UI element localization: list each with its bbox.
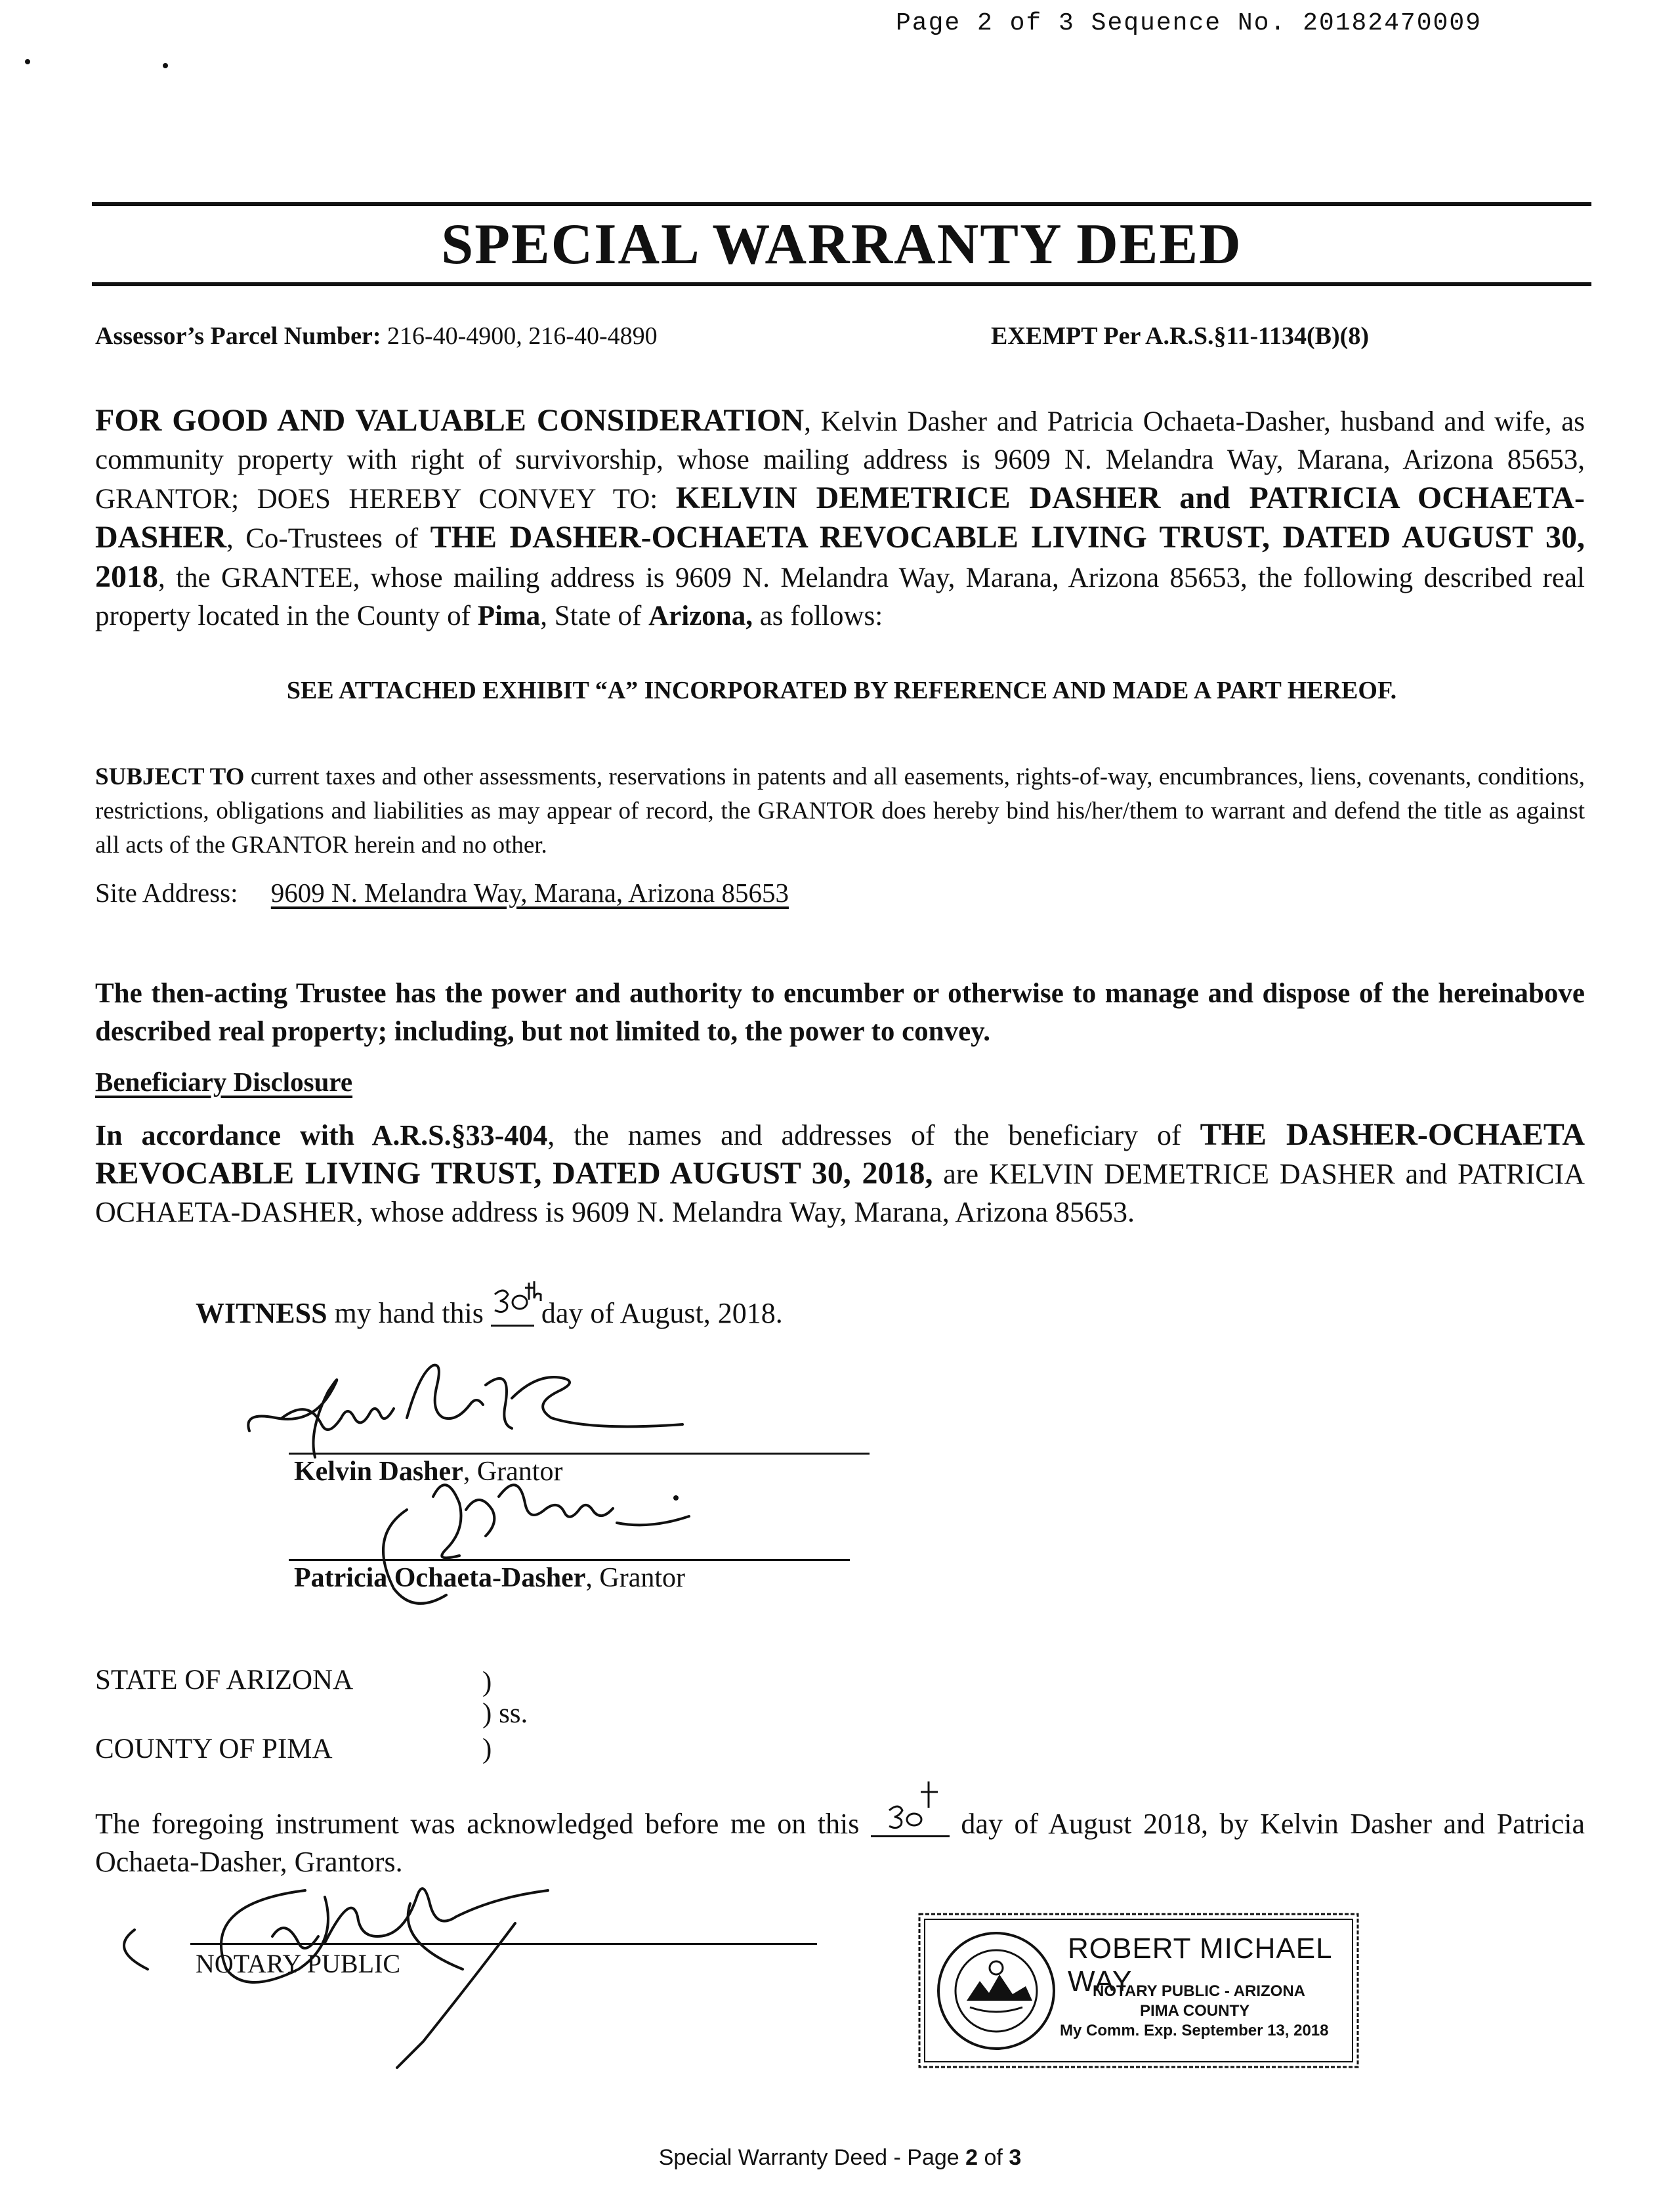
beneficiary-text-2: are KELVIN DEMETRICE DASHER and PATRICIA OCHAETA-DASHER, whose address is 9609 N. Melandra Way, Marana, Arizona 85653. [95, 1158, 1585, 1228]
footer-text-2: of [978, 2145, 1009, 2170]
ack-text-2: day of August 2018, by Kelvin Dasher and Patricia Ochaeta-Dasher, Grantors. [95, 1808, 1585, 1878]
grantor1-role: , Grantor [463, 1457, 563, 1487]
subject-to-text: current taxes and other assessments, reservations in patents and all easements, rights-of-way, encumbrances, liens, covenants, conditions, restrictions, obligations and liabilities as may appear of record, the GRANTOR does hereby bind his/her/them to warrant and defend the title as against all acts of the GRANTOR herein and no other. [95, 763, 1585, 859]
notary-signature-line [190, 1943, 817, 1945]
witness-text-2: day of August, 2018. [534, 1297, 783, 1329]
grantor2-name: Patricia Ochaeta-Dasher [294, 1563, 586, 1593]
grantor2-role: , Grantor [585, 1563, 685, 1593]
footer-text-1: Special Warranty Deed - Page [658, 2145, 966, 2170]
page-sequence-header: Page 2 of 3 Sequence No. 20182470009 [896, 9, 1482, 37]
notary-stamp [915, 1910, 1362, 2071]
venue-paren-2: ) [482, 1734, 492, 1764]
stamp-line-2: PIMA COUNTY [1140, 2002, 1250, 2020]
venue-state: STATE OF ARIZONA [95, 1665, 354, 1695]
scan-speck [163, 63, 168, 68]
handwritten-ack-day-30th [885, 1779, 944, 1838]
ack-text-1: The foregoing instrument was acknowledged before me on this [95, 1808, 871, 1840]
beneficiary-trust-name: THE DASHER-OCHAETA REVOCABLE LIVING TRUST, DATED AUGUST 30, 2018, [95, 1117, 1585, 1191]
venue-ss: ) ss. [482, 1698, 528, 1729]
venue-county: COUNTY OF PIMA [95, 1734, 333, 1764]
apn-line [95, 322, 658, 351]
witness-lead: WITNESS [196, 1297, 327, 1329]
stamp-line-1: NOTARY PUBLIC - ARIZONA [1093, 1982, 1305, 2000]
witness-day-blank [491, 1298, 534, 1327]
scan-speck [25, 59, 30, 64]
consideration-text-1: , Kelvin Dasher and Patricia Ochaeta-Dasher, husband and wife, as community property with right of survivorship, whose mailing address is 9609 N. Melandra Way, Marana, Arizona 85653, GRANTOR; DOES HEREBY CONVEY TO: [95, 406, 1585, 515]
subject-to-lead: SUBJECT TO [95, 763, 245, 790]
handwritten-day-30th [491, 1280, 537, 1319]
apn-value: 216-40-4900, 216-40-4890 [387, 322, 658, 350]
notary-public-label: NOTARY PUBLIC [196, 1949, 401, 1978]
document-title: SPECIAL WARRANTY DEED [441, 213, 1242, 276]
consideration-text-5: as follows: [752, 601, 883, 631]
trustee-power-paragraph: The then-acting Trustee has the power and authority to encumber or otherwise to manage and dispose of the hereinabove described real property; including, but not limited to, the power to convey. [95, 978, 1585, 1047]
beneficiary-heading: Beneficiary Disclosure [95, 1067, 353, 1097]
consideration-lead: FOR GOOD AND VALUABLE CONSIDERATION [95, 403, 805, 438]
arizona-state-seal-icon [934, 1929, 1059, 2053]
subject-to-paragraph [95, 760, 1585, 863]
title-bottom-rule [92, 282, 1591, 286]
title-top-rule [92, 202, 1591, 206]
grantor1-signature-line [289, 1453, 870, 1455]
state-name: Arizona, [648, 601, 753, 631]
exhibit-reference: SEE ATTACHED EXHIBIT “A” INCORPORATED BY REFERENCE AND MADE A PART HEREOF. [286, 677, 1397, 704]
county-name: Pima [477, 601, 541, 631]
consideration-paragraph [95, 402, 1585, 635]
exempt-citation: EXEMPT Per A.R.S.§11-1134(B)(8) [991, 322, 1369, 350]
consideration-text-3: , the GRANTEE, whose mailing address is 9609 N. Melandra Way, Marana, Arizona 85653, the following described real property located in the County of [95, 563, 1585, 631]
stamp-line-3: My Comm. Exp. September 13, 2018 [1060, 2022, 1329, 2039]
site-address-line [95, 877, 789, 908]
grantor2-caption [294, 1562, 685, 1594]
consideration-text-2: , Co-Trustees of [226, 523, 430, 554]
grantor1-name: Kelvin Dasher [294, 1457, 463, 1487]
site-address-value: 9609 N. Melandra Way, Marana, Arizona 85653 [270, 878, 789, 908]
apn-label: Assessor’s Parcel Number: [95, 322, 381, 350]
grantor2-signature-line [289, 1559, 850, 1561]
beneficiary-lead: In accordance with A.R.S.§33-404 [95, 1119, 548, 1151]
footer [0, 2145, 1680, 2171]
consideration-text-4: , State of [540, 601, 649, 631]
beneficiary-text-1: , the names and addresses of the beneficiary of [547, 1119, 1200, 1151]
venue-paren-1: ) [482, 1667, 492, 1697]
footer-pages: 3 [1009, 2145, 1022, 2170]
trust-name: THE DASHER-OCHAETA REVOCABLE LIVING TRUST, DATED AUGUST 30, 2018 [95, 520, 1586, 594]
beneficiary-paragraph [95, 1116, 1585, 1231]
ack-day-blank [871, 1809, 950, 1837]
trustee-names: KELVIN DEMETRICE DASHER and PATRICIA OCHAETA-DASHER [95, 480, 1585, 555]
footer-page: 2 [965, 2145, 978, 2170]
witness-text-1: my hand this [327, 1297, 491, 1329]
stamp-notary-name: ROBERT MICHAEL WAY [1068, 1932, 1332, 1997]
site-address-label: Site Address: [95, 878, 238, 908]
witness-line [196, 1296, 783, 1330]
